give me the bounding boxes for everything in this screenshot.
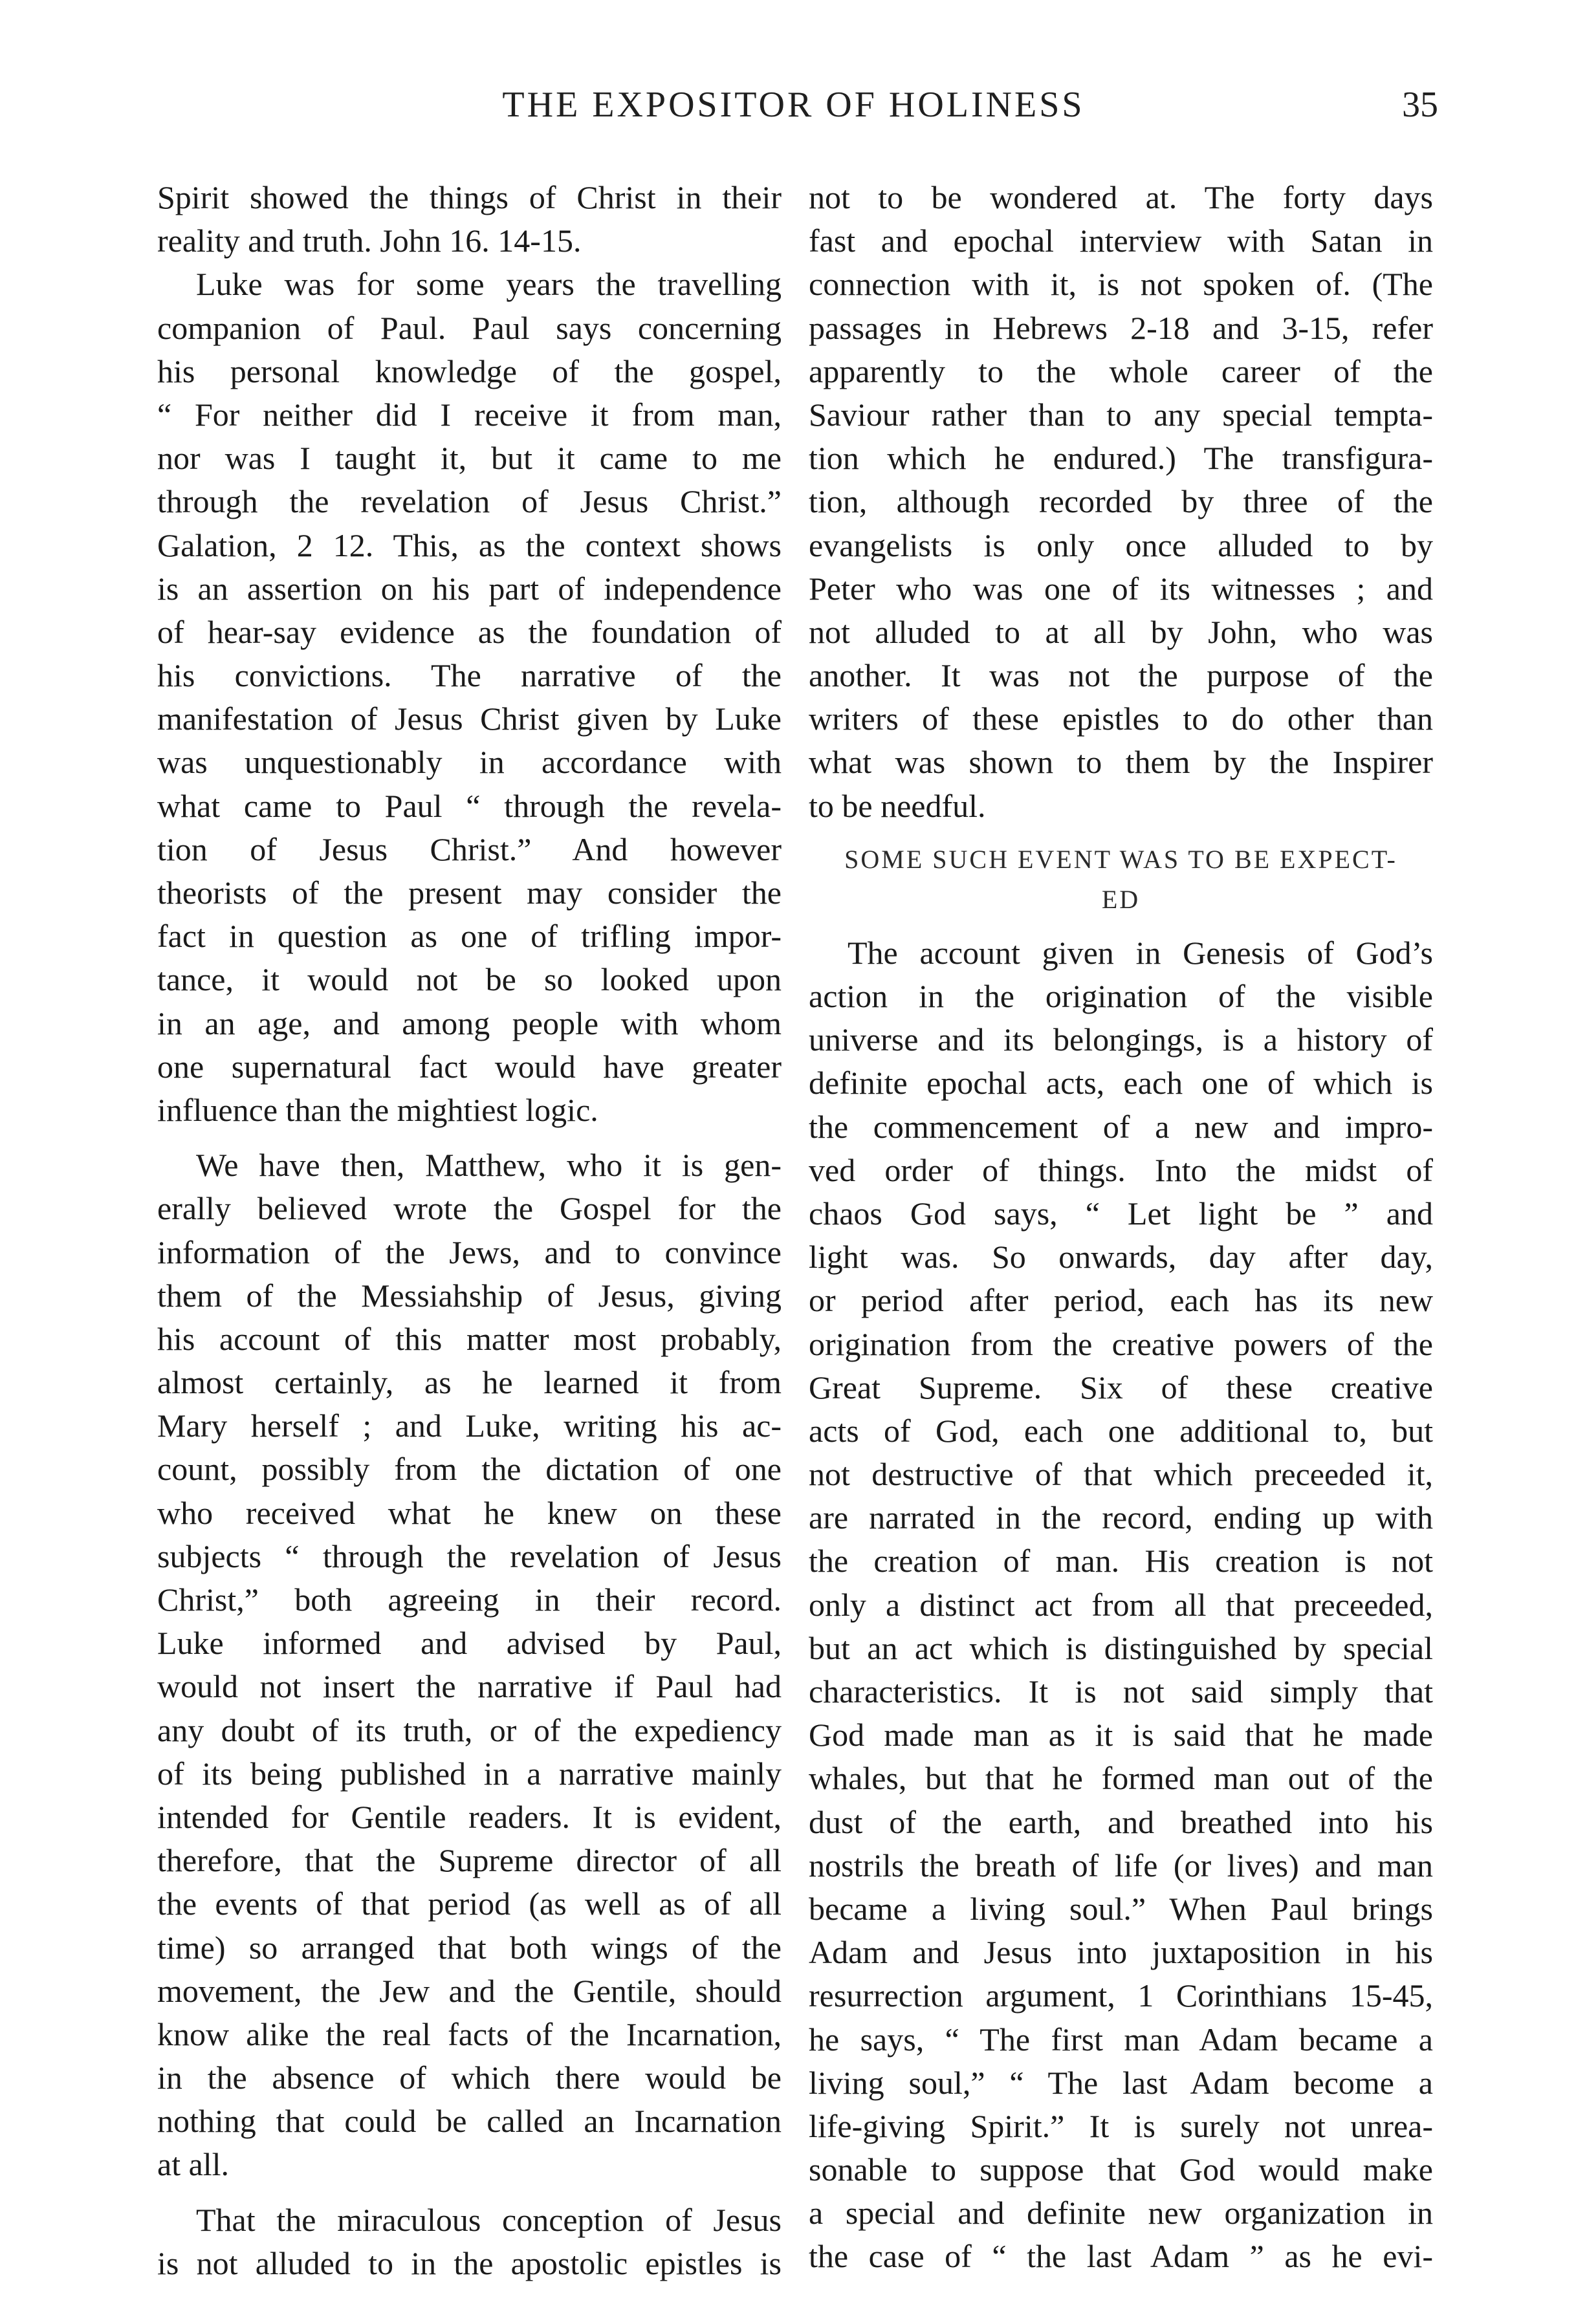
text-line: characteristics. It is not said simply that [809,1673,1433,1710]
text-line: Saviour rather than to any special tempta- [809,396,1433,433]
text-line: through the revelation of Jesus Christ.” [157,483,782,520]
text-line: what was shown to them by the Inspirer [809,744,1433,781]
section-subheading: SOME SUCH EVENT WAS TO BE EXPECT- [844,844,1397,874]
text-line: tion, although recorded by three of the [809,483,1433,520]
paragraph-gap [157,1132,782,1144]
text-line: another. It was not the purpose of the [809,657,1433,694]
running-title: THE EXPOSITOR OF HOLINESS [502,85,1085,125]
text-line: one supernatural fact would have greater [157,1048,782,1085]
text-line: fact in question as one of trifling impor- [157,918,782,955]
text-line: chaos God says, “ Let light be ” and [809,1195,1433,1232]
text-line: of its being published in a narrative mainly [157,1755,782,1792]
text-line: manifestation of Jesus Christ given by Luke [157,700,782,737]
text-line: is not alluded to in the apostolic epistles is [157,2244,782,2281]
text-line: only a distinct act from all that preceeded, [809,1586,1433,1623]
text-line: any doubt of its truth, or of the expediency [157,1711,782,1748]
page-number: 35 [1402,85,1438,125]
text-line: nothing that could be called an Incarnation [157,2103,782,2140]
text-line: he says, “ The first man Adam became a [809,2021,1433,2058]
text-line: but an act which is distinguished by special [809,1629,1433,1666]
text-line: a special and definite new organization in [809,2195,1433,2232]
text-line: passages in Hebrews 2-18 and 3-15, refer [809,309,1433,346]
text-line: whales, but that he formed man out of the [809,1760,1433,1797]
text-line: at all. [157,2146,230,2183]
text-line: fast and epochal interview with Satan in [809,223,1433,259]
text-line: tance, it would not be so looked upon [157,961,782,998]
text-line: reality and truth. John 16. 14-15. [157,223,582,259]
text-line: to be needful. [809,787,986,824]
text-line: subjects “ through the revelation of Jesus [157,1537,782,1574]
text-line: the events of that period (as well as of all [157,1885,782,1922]
text-line: living soul,” “ The last Adam become a [809,2064,1433,2101]
text-line: life-giving Spirit.” It is surely not unrea- [809,2107,1433,2144]
text-line: nostrils the breath of life (or lives) and man [809,1847,1433,1884]
paragraph-gap [809,828,1433,840]
text-line: theorists of the present may consider the [157,874,782,911]
text-line: The account given in Genesis of God’s [848,934,1433,971]
text-line: in the absence of which there would be [157,2059,782,2096]
text-line: companion of Paul. Paul says concerning [157,309,782,346]
text-line: who received what he knew on these [157,1494,782,1531]
text-line: definite epochal acts, each one of which is [809,1065,1433,1102]
text-line: information of the Jews, and to convince [157,1233,782,1270]
text-line: connection with it, is not spoken of. (The [809,266,1433,303]
text-line: ved order of things. Into the midst of [809,1151,1433,1188]
paragraph-gap [809,920,1433,931]
text-line: are narrated in the record, ending up with [809,1499,1433,1536]
text-line: intended for Gentile readers. It is evident, [157,1798,782,1835]
text-line: That the miraculous conception of Jesus [196,2201,782,2238]
text-line: tion which he endured.) The transfigura- [809,440,1433,477]
text-line: tion of Jesus Christ.” And however [157,831,782,867]
text-line: erally believed wrote the Gospel for the [157,1190,782,1227]
text-line: Galation, 2 12. This, as the context shows [157,527,782,563]
text-line: time) so arranged that both wings of the [157,1929,782,1966]
running-head [0,84,1587,136]
text-line: in an age, and among people with whom [157,1005,782,1041]
paragraph-gap [157,2187,782,2199]
text-line: resurrection argument, 1 Corinthians 15-45, [809,1977,1433,2014]
text-line: evangelists is only once alluded to by [809,527,1433,563]
text-line: not alluded to at all by John, who was [809,613,1433,650]
text-line: dust of the earth, and breathed into his [809,1803,1433,1840]
text-line: almost certainly, as he learned it from [157,1364,782,1401]
right-column [809,176,1433,2279]
text-line: acts of God, each one additional to, but [809,1412,1433,1449]
text-line: Luke informed and advised by Paul, [157,1625,782,1662]
text-line: “ For neither did I receive it from man, [157,396,782,433]
text-line: influence than the mightiest logic. [157,1091,598,1128]
text-line: light was. So onwards, day after day, [809,1239,1433,1276]
text-line: is an assertion on his part of independence [157,570,782,607]
text-line: Great Supreme. Six of these creative [809,1369,1433,1406]
text-line: them of the Messiahship of Jesus, giving [157,1277,782,1314]
text-line: the case of “ the last Adam ” as he evi- [809,2238,1433,2275]
text-line: movement, the Jew and the Gentile, should [157,1972,782,2009]
text-line: Luke was for some years the travelling [196,266,782,303]
text-line: was unquestionably in accordance with [157,744,782,781]
text-line: Adam and Jesus into juxtaposition in his [809,1934,1433,1971]
text-line: therefore, that the Supreme director of all [157,1842,782,1879]
text-line: know alike the real facts of the Incarnation, [157,2015,782,2052]
text-line: or period after period, each has its new [809,1282,1433,1319]
text-line: would not insert the narrative if Paul had [157,1668,782,1705]
text-line: Christ,” both agreeing in their record. [157,1581,782,1618]
text-line: Spirit showed the things of Christ in their [157,179,782,215]
text-line: not destructive of that which preceeded it, [809,1456,1433,1493]
text-line: origination from the creative powers of the [809,1325,1433,1362]
text-line: Mary herself ; and Luke, writing his ac- [157,1407,782,1444]
text-line: his personal knowledge of the gospel, [157,353,782,389]
left-column [157,176,782,2285]
text-line: became a living soul.” When Paul brings [809,1890,1433,1927]
text-line: Peter who was one of its witnesses ; and [809,570,1433,607]
text-line: action in the origination of the visible [809,978,1433,1014]
text-line: nor was I taught it, but it came to me [157,440,782,477]
text-line: universe and its belongings, is a history of [809,1021,1433,1058]
text-line: the commencement of a new and impro- [809,1108,1433,1145]
text-line: what came to Paul “ through the revela- [157,787,782,824]
text-line: not to be wondered at. The forty days [809,179,1433,215]
text-line: writers of these epistles to do other than [809,700,1433,737]
text-line: count, possibly from the dictation of one [157,1451,782,1488]
text-line: sonable to suppose that God would make [809,2151,1433,2188]
text-line: God made man as it is said that he made [809,1717,1433,1754]
text-line: his account of this matter most probably, [157,1320,782,1357]
text-line: his convictions. The narrative of the [157,657,782,694]
text-line: We have then, Matthew, who it is gen- [196,1147,782,1184]
text-line: of hear-say evidence as the foundation of [157,613,782,650]
text-line: the creation of man. His creation is not [809,1543,1433,1580]
section-subheading: ED [1101,884,1141,914]
text-line: apparently to the whole career of the [809,353,1433,389]
